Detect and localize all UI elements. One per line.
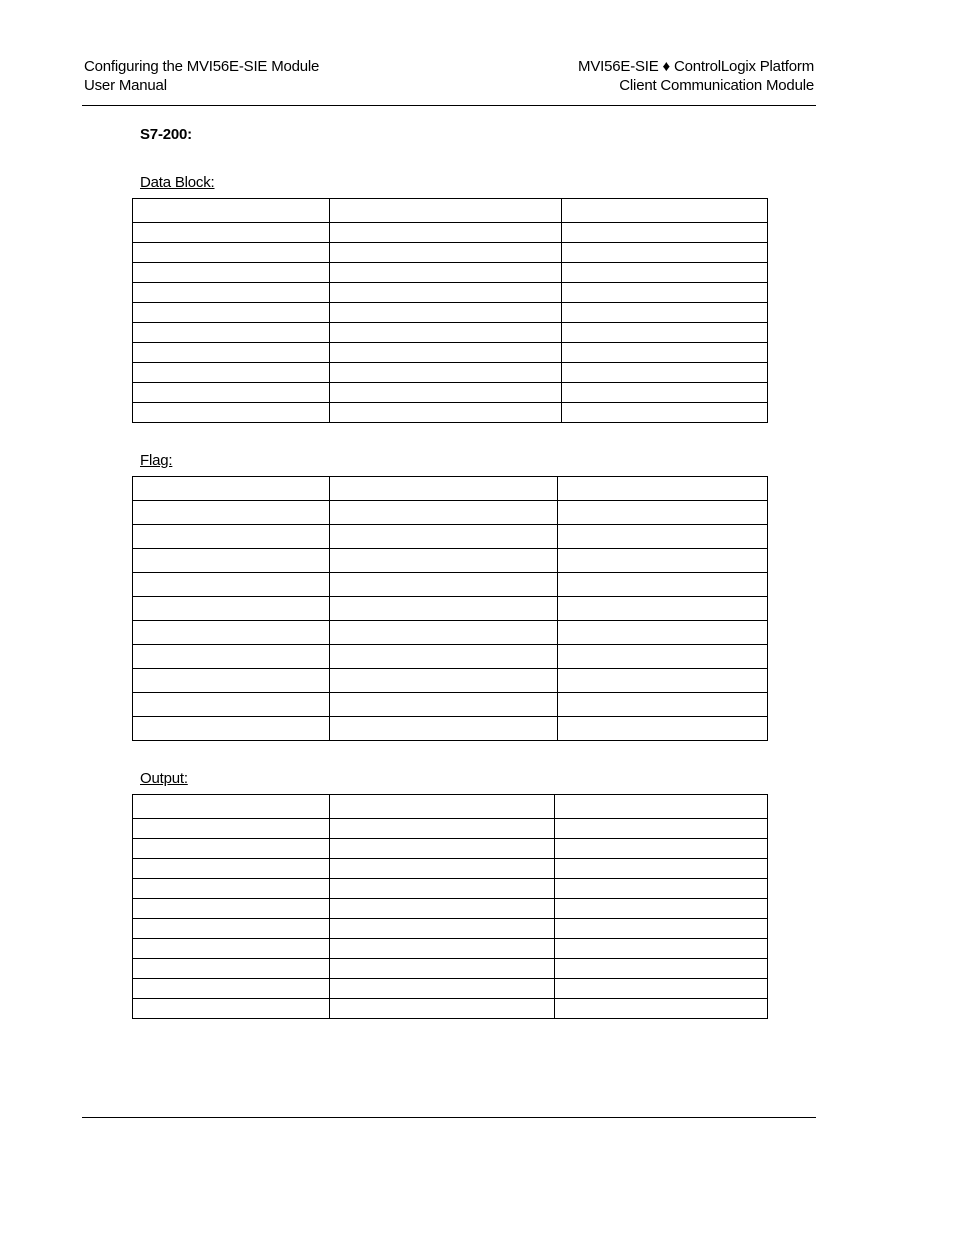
product-title: MVI56E-SIE ♦ ControlLogix Platform <box>578 58 814 75</box>
table-cell <box>133 501 330 525</box>
table-cell <box>555 979 768 999</box>
data-block-label: Data Block: <box>140 174 215 191</box>
table-cell <box>558 645 768 669</box>
table-cell <box>555 959 768 979</box>
table-row <box>133 343 768 363</box>
table-row <box>133 859 768 879</box>
table-row <box>133 403 768 423</box>
table-cell <box>133 819 330 839</box>
table-cell <box>330 303 562 323</box>
table-cell <box>133 999 330 1019</box>
table-cell <box>330 343 562 363</box>
table-row <box>133 549 768 573</box>
table-cell <box>133 795 330 819</box>
table-cell <box>330 363 562 383</box>
doc-title: Configuring the MVI56E-SIE Module <box>84 58 320 75</box>
table-cell <box>562 283 768 303</box>
flag-table <box>132 476 768 741</box>
table-cell <box>133 979 330 999</box>
table-row <box>133 693 768 717</box>
table-cell <box>133 693 330 717</box>
table-cell <box>133 669 330 693</box>
table-cell <box>555 919 768 939</box>
table-row <box>133 795 768 819</box>
table-cell <box>133 959 330 979</box>
table-cell <box>562 243 768 263</box>
table-row <box>133 501 768 525</box>
table-cell <box>330 959 555 979</box>
table-cell <box>133 919 330 939</box>
section-title: S7-200: <box>140 126 192 143</box>
table-cell <box>330 621 558 645</box>
table-cell <box>558 573 768 597</box>
table-cell <box>330 669 558 693</box>
table-cell <box>330 223 562 243</box>
table-cell <box>330 919 555 939</box>
table-cell <box>330 939 555 959</box>
table-row <box>133 621 768 645</box>
table-cell <box>558 549 768 573</box>
table-row <box>133 979 768 999</box>
table-cell <box>133 263 330 283</box>
table-row <box>133 899 768 919</box>
table-row <box>133 645 768 669</box>
table-cell <box>133 403 330 423</box>
table-cell <box>330 979 555 999</box>
table-row <box>133 597 768 621</box>
table-row <box>133 573 768 597</box>
table-cell <box>558 669 768 693</box>
table-cell <box>330 323 562 343</box>
table-cell <box>133 645 330 669</box>
table-cell <box>558 717 768 741</box>
table-cell <box>330 645 558 669</box>
table-row <box>133 819 768 839</box>
table-row <box>133 323 768 343</box>
table-cell <box>133 549 330 573</box>
table-cell <box>558 525 768 549</box>
table-cell <box>133 477 330 501</box>
table-cell <box>555 859 768 879</box>
table-cell <box>330 899 555 919</box>
table-cell <box>562 263 768 283</box>
table-cell <box>555 839 768 859</box>
table-cell <box>133 839 330 859</box>
table-row <box>133 999 768 1019</box>
table-cell <box>562 363 768 383</box>
table-cell <box>562 223 768 243</box>
doc-subtitle: User Manual <box>84 77 167 94</box>
table-cell <box>133 899 330 919</box>
table-cell <box>562 403 768 423</box>
table-cell <box>330 199 562 223</box>
table-cell <box>555 899 768 919</box>
table-cell <box>330 477 558 501</box>
flag-label: Flag: <box>140 452 173 469</box>
table-row <box>133 839 768 859</box>
table-cell <box>133 573 330 597</box>
table-cell <box>133 243 330 263</box>
table-cell <box>555 795 768 819</box>
table-row <box>133 717 768 741</box>
table-cell <box>330 283 562 303</box>
table-cell <box>133 879 330 899</box>
table-cell <box>133 199 330 223</box>
table-cell <box>562 383 768 403</box>
output-label: Output: <box>140 770 188 787</box>
table-cell <box>558 693 768 717</box>
table-cell <box>330 573 558 597</box>
table-row <box>133 363 768 383</box>
table-cell <box>330 263 562 283</box>
table-row <box>133 919 768 939</box>
table-row <box>133 669 768 693</box>
table-cell <box>555 879 768 899</box>
header-rule <box>82 105 816 106</box>
output-table <box>132 794 768 1019</box>
table-cell <box>330 549 558 573</box>
table-cell <box>330 403 562 423</box>
table-cell <box>133 597 330 621</box>
table-row <box>133 199 768 223</box>
table-cell <box>555 819 768 839</box>
table-cell <box>133 621 330 645</box>
table-row <box>133 959 768 979</box>
table-cell <box>133 717 330 741</box>
table-row <box>133 283 768 303</box>
table-cell <box>133 303 330 323</box>
table-cell <box>330 243 562 263</box>
table-cell <box>330 859 555 879</box>
table-cell <box>330 525 558 549</box>
table-row <box>133 243 768 263</box>
table-cell <box>330 383 562 403</box>
table-cell <box>133 223 330 243</box>
table-row <box>133 263 768 283</box>
table-row <box>133 383 768 403</box>
table-cell <box>330 879 555 899</box>
table-cell <box>330 839 555 859</box>
table-cell <box>562 343 768 363</box>
table-cell <box>558 597 768 621</box>
table-cell <box>133 283 330 303</box>
table-cell <box>562 199 768 223</box>
table-row <box>133 525 768 549</box>
header-left <box>84 57 319 95</box>
table-cell <box>133 343 330 363</box>
table-cell <box>555 939 768 959</box>
table-cell <box>330 597 558 621</box>
footer-rule <box>82 1117 816 1118</box>
table-cell <box>133 383 330 403</box>
table-cell <box>558 477 768 501</box>
table-cell <box>133 323 330 343</box>
table-cell <box>330 795 555 819</box>
table-cell <box>330 819 555 839</box>
table-cell <box>133 939 330 959</box>
header-right <box>578 57 814 95</box>
table-row <box>133 303 768 323</box>
table-cell <box>330 717 558 741</box>
table-cell <box>330 501 558 525</box>
table-cell <box>330 999 555 1019</box>
table-cell <box>133 525 330 549</box>
table-cell <box>133 363 330 383</box>
table-cell <box>558 501 768 525</box>
table-row <box>133 879 768 899</box>
table-cell <box>555 999 768 1019</box>
data-block-table <box>132 198 768 423</box>
table-row <box>133 223 768 243</box>
table-cell <box>562 303 768 323</box>
table-cell <box>562 323 768 343</box>
product-subtitle: Client Communication Module <box>619 77 814 94</box>
table-cell <box>330 693 558 717</box>
table-cell <box>133 859 330 879</box>
table-row <box>133 477 768 501</box>
table-cell <box>558 621 768 645</box>
table-row <box>133 939 768 959</box>
